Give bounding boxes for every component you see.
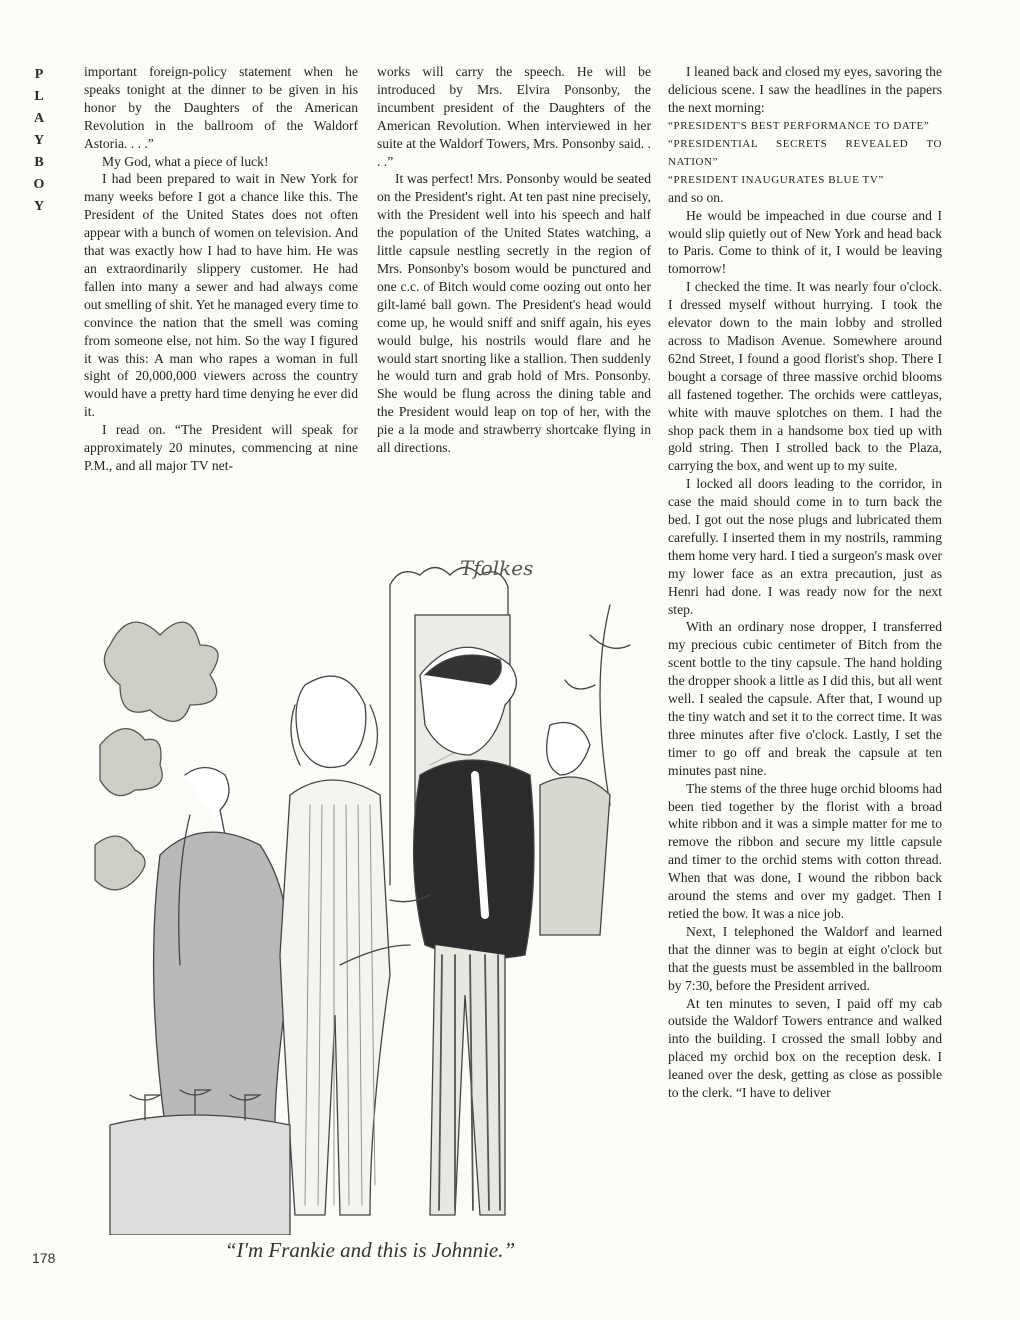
- newspaper-headline: “PRESIDENT INAUGURATES BLUE TV”: [668, 173, 884, 186]
- paragraph: My God, what a piece of luck!: [102, 153, 269, 169]
- paragraph: The stems of the three huge orchid blooms had been tied together by the florist with a broad white ribbon and it was a simple matter for me to remove the ribbon and secure my little capsule and timer to the orchid stems with cotton thread. When that was done, I wound the ribbon back around the stems and over my gadget. Then I retied the bow. It was a nice job.: [668, 780, 942, 921]
- text-column-1: [84, 63, 358, 475]
- cartoon-illustration: [90, 545, 650, 1235]
- left-guest-figure: [154, 768, 290, 1126]
- masthead-letter: L: [34, 89, 44, 104]
- newspaper-headline: “PRESIDENT'S BEST PERFORMANCE TO DATE”: [668, 119, 930, 132]
- masthead-letter: Y: [33, 133, 45, 148]
- newspaper-headline: “PRESIDENTIAL SECRETS REVEALED TO NATION”: [668, 137, 942, 168]
- paragraph: At ten minutes to seven, I paid off my cab outside the Waldorf Towers entrance and walked into the building. I crossed the small lobby and placed my orchid box on the reception desk. I leaned over the desk, getting as close as possible to the clerk. “I have to deliver: [668, 995, 942, 1101]
- paragraph: With an ordinary nose dropper, I transferred my precious cubic centimeter of Bitch from the scent bottle to the tiny capsule. The hand holding the dropper shook a little as I did this, but all went well. I sealed the capsule. After that, I wound up the tiny watch and set it to the correct time. It was three minutes after five o'clock. Lastly, I set the timer to go off and break the capsule at ten minutes past nine.: [668, 619, 942, 778]
- paragraph: and so on.: [668, 189, 724, 205]
- cartoon-caption: “I'm Frankie and this is Johnnie.”: [224, 1238, 516, 1262]
- masthead-letter: P: [34, 67, 44, 82]
- johnnie-figure: [390, 647, 534, 1215]
- masthead-letter: Y: [33, 199, 45, 214]
- text-column-2: [377, 63, 651, 457]
- paragraph: He would be impeached in due course and I would slip quietly out of New York and head back to Paris. Come to think of it, I would be leaving tomorrow!: [668, 207, 942, 277]
- cartoonist-signature: Tfolkes: [460, 556, 534, 580]
- paragraph: important foreign-policy statement when he speaks tonight at the dinner to be given in his honor by the Daughters of the American Revolution in the ballroom of the Waldorf Astoria. . . .”: [84, 64, 358, 151]
- paragraph: I locked all doors leading to the corridor, in case the maid should come in to turn back the bed. I got out the nose plugs and lubricated them carefully. I inserted them in my nostrils, ramming them home very hard. I tied a surgeon's mask over my lower face as an extra precaution, just as Henri had done. I was ready now for the next step.: [668, 476, 942, 617]
- paragraph: I had been prepared to wait in New York for many weeks before I got a chance like this. The President of the United States does not often appear with a bunch of women on television. And that was exactly how I had to have him. He was an extraordinarily slippery customer. He had fallen into many a sewer and had always come out smelling of shit. Yet he managed every time to convince the nation that the smell was coming from someone else, not him. So the way I figured it was this: A man who rapes a woman in full sight of 20,000,000 viewers across the country would have a pretty hard time denying he ever did it.: [84, 171, 358, 420]
- paragraph: Next, I telephoned the Waldorf and learned that the dinner was to begin at eight o'clock but that the guests must be assembled in the ballroom by 7:30, before the President arrived.: [668, 923, 942, 993]
- paragraph: I read on. “The President will speak for approximately 20 minutes, commencing at nine P.M., and all major TV net-: [84, 422, 358, 473]
- paragraph: works will carry the speech. He will be introduced by Mrs. Elvira Ponsonby, the incumbent president of the Daughters of the American Revolution. When interviewed in her suite at the Waldorf Towers, Mrs. Ponsonby said. . . .”: [377, 64, 651, 169]
- page-number: 178: [32, 1250, 56, 1266]
- masthead-letter: A: [33, 111, 45, 126]
- text-column-3: [668, 63, 942, 1102]
- masthead-letter: B: [34, 155, 44, 170]
- paragraph: I leaned back and closed my eyes, savoring the delicious scene. I saw the headlines in the papers the next morning:: [668, 64, 942, 115]
- masthead: [28, 64, 50, 218]
- paragraph: I checked the time. It was nearly four o'clock. I dressed myself without hurrying. I took the elevator down to the main lobby and strolled across to Madison Avenue. Somewhere around 62nd Street, I found a good florist's shop. There I bought a corsage of three massive orchid blooms all fastened together. The orchids were cattleyas, white with mauve splotches on them. I had the shop pack them in a handsome box tied up with gold string. Then I strolled back to the Plaza, carrying the box, and went up to my suite.: [668, 279, 942, 474]
- masthead-letter: O: [33, 177, 45, 192]
- paragraph: It was perfect! Mrs. Ponsonby would be seated on the President's right. At ten past nine precisely, with the President well into his speech and half the population of the United States watching, a little capsule nestling secretly in the region of Mrs. Ponsonby's bosom would be punctured and one c.c. of Bitch would come oozing out onto her gilt-lamé ball gown. The President's head would come up, he would sniff and sniff again, his eyes would bulge, his nostrils would flare and he would start snorting like a stallion. Then suddenly he would turn and grab hold of Mrs. Ponsonby. She would be flung across the dining table and the President would leap on top of her, with the pie a la mode and strawberry shortcake flying in all directions.: [377, 171, 651, 456]
